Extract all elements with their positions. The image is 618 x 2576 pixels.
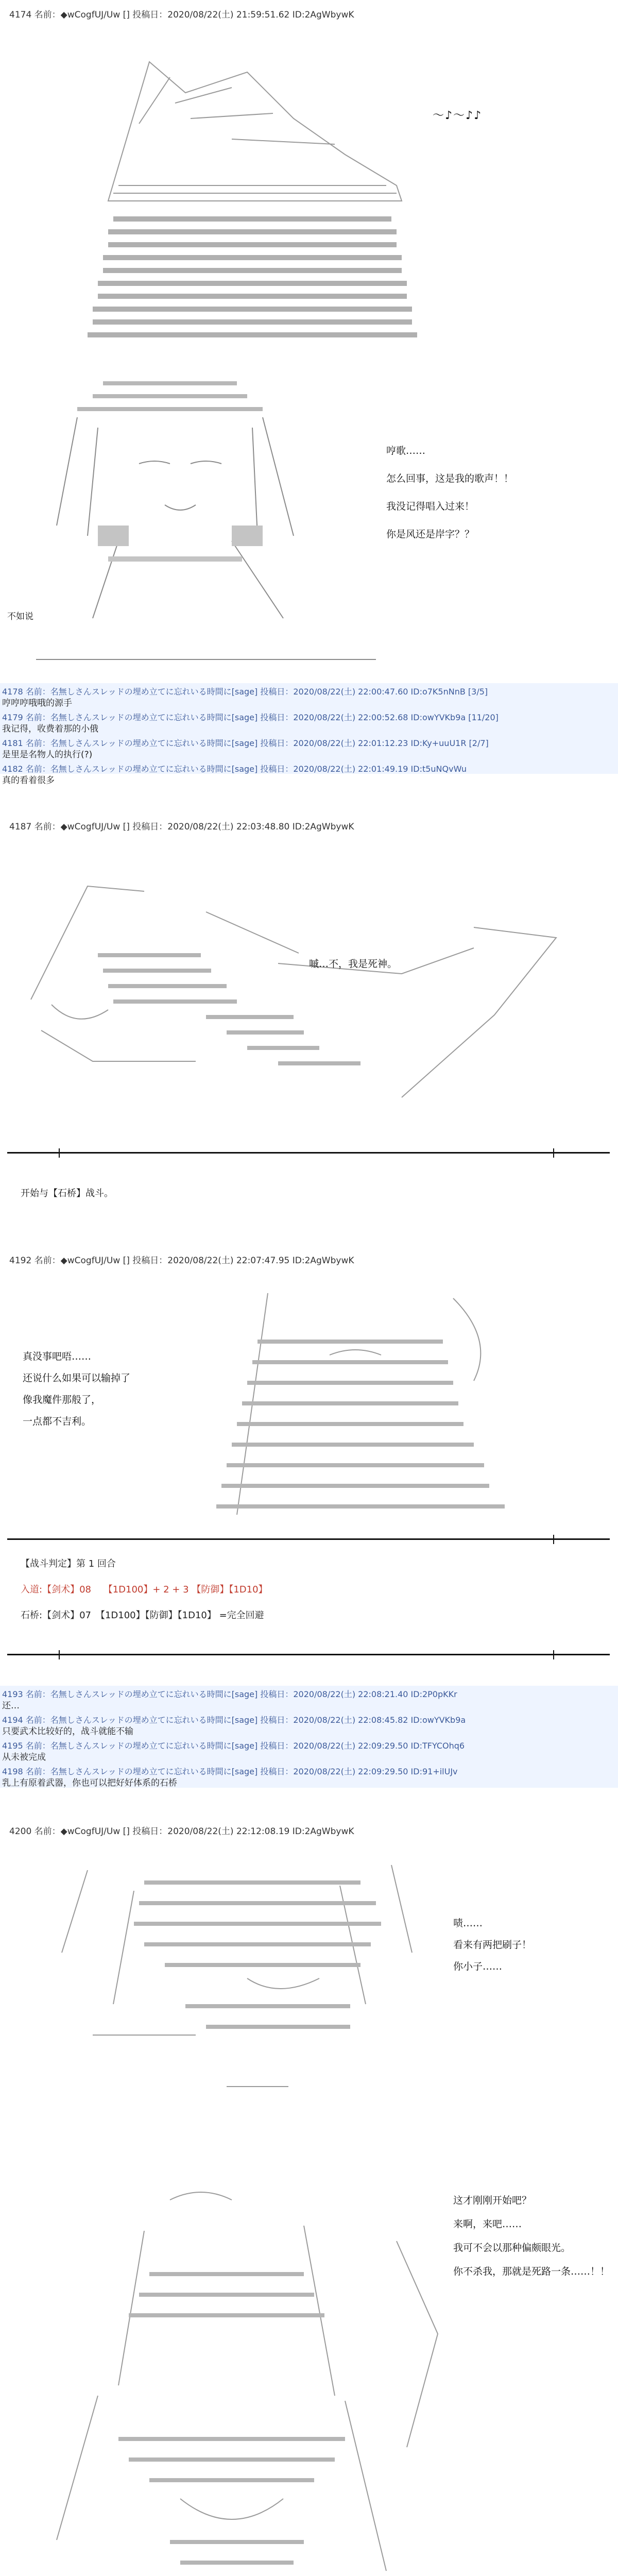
reply-msg: 真的看着很多 bbox=[2, 775, 55, 786]
dialog-line: 我没记得唱入过来！ bbox=[386, 501, 475, 512]
reply-msg: 我记得，收费着那的小俄 bbox=[2, 724, 98, 734]
reply-meta: 4182 名前：名無しさんスレッドの埋め立てに忘れいる時間に[sage] 投稿日：2020/08/22(土) 22:01:49.19 ID:t5uNQvWu bbox=[2, 764, 467, 774]
battle-title: 【战斗判定】第 1 回合 bbox=[21, 1558, 116, 1569]
dialog-line: 一点都不吉利。 bbox=[23, 1416, 92, 1427]
dialog-4200-a bbox=[453, 1916, 531, 1974]
post-header: 4192 名前：◆wCogfUJ/Uw [] 投稿日：2020/08/22(土) 22:07:47.95 ID:2AgWbywK bbox=[9, 1256, 354, 1266]
divider bbox=[7, 1152, 610, 1154]
dialog-line: 真没事吧唔…… bbox=[23, 1351, 92, 1362]
reply-item bbox=[2, 764, 618, 786]
divider-tick bbox=[553, 1148, 554, 1158]
divider-tick bbox=[553, 1535, 554, 1544]
dialog-line: 来啊，来吧…… bbox=[453, 2218, 522, 2230]
dialog-line: 嘁…不，我是死神。 bbox=[309, 958, 398, 970]
dialog-line: 还说什么如果可以输掉了 bbox=[23, 1372, 131, 1384]
dialog-4187 bbox=[309, 955, 397, 973]
reply-meta: 4194 名前：名無しさんスレッドの埋め立てに忘れいる時間に[sage] 投稿日：2020/08/22(土) 22:08:45.82 ID:owYVKb9a bbox=[2, 1715, 466, 1725]
reply-meta: 4193 名前：名無しさんスレッドの埋め立てに忘れいる時間に[sage] 投稿日：2020/08/22(土) 22:08:21.40 ID:2P0pKKr bbox=[2, 1689, 457, 1699]
reply-msg: 乳上有原着武器，你也可以把好好体系的石桥 bbox=[2, 1778, 177, 1788]
reply-item bbox=[2, 1740, 618, 1763]
reply-item bbox=[2, 1689, 618, 1711]
post-4200 bbox=[0, 1824, 618, 1837]
battle-line-1a: 入道:【剑术】08 bbox=[21, 1584, 91, 1595]
dialog-line: 哼歌…… bbox=[386, 445, 426, 456]
ascii-art-rider bbox=[31, 1850, 433, 2159]
ascii-art-monk bbox=[15, 2179, 448, 2576]
dialog-4200-b bbox=[453, 2193, 610, 2279]
reply-msg: 哼哼哼哦哦的源手 bbox=[2, 698, 72, 708]
post-4187 bbox=[0, 819, 618, 832]
reply-item bbox=[2, 686, 618, 709]
reply-msg: 只要武术比较好的，战斗就能不输 bbox=[2, 1726, 133, 1737]
battle-result bbox=[21, 1555, 268, 1625]
dialog-line: 看来有两把刷子！ bbox=[453, 1939, 532, 1951]
reply-meta: 4198 名前：名無しさんスレッドの埋め立てに忘れいる時間に[sage] 投稿日：2020/08/22(土) 22:09:29.50 ID:91+ilUJv bbox=[2, 1767, 458, 1776]
reply-block-1 bbox=[0, 683, 618, 786]
divider-tick bbox=[59, 1650, 60, 1659]
reply-meta: 4179 名前：名無しさんスレッドの埋め立てに忘れいる時間に[sage] 投稿日：2020/08/22(土) 22:00:52.68 ID:owYVKb9a [11/20] bbox=[2, 713, 499, 722]
battle-line-1b: 【1D100】+ 2 + 3 【防御】【1D10】 bbox=[103, 1584, 268, 1595]
dialog-line: 像我魔件那般了， bbox=[23, 1394, 101, 1405]
reply-item bbox=[2, 1715, 618, 1737]
post-header: 4200 名前：◆wCogfUJ/Uw [] 投稿日：2020/08/22(土) 22:12:08.19 ID:2AgWbywK bbox=[9, 1826, 354, 1837]
dialog-line: 你小子…… bbox=[453, 1961, 503, 1972]
dialog-line: 你不杀我，那就是死路一条……！！ bbox=[453, 2266, 610, 2277]
song-notes: ～♪～♪♪ bbox=[433, 109, 483, 122]
dialog-4192 bbox=[23, 1348, 130, 1430]
reply-msg: 是里是名物人的执行(?) bbox=[2, 750, 93, 760]
battle-line-2: 石桥:【剑术】07 【1D100】【防御】【1D10】 =完全回避 bbox=[21, 1610, 264, 1621]
divider bbox=[7, 1654, 610, 1655]
dialog-line: 你是风还是岸字？？ bbox=[386, 529, 475, 540]
dialog-line: 怎么回事，这是我的歌声！！ bbox=[386, 473, 514, 484]
battle-caption: 开始与【石桥】战斗。 bbox=[21, 1188, 113, 1199]
reply-block-2 bbox=[0, 1686, 618, 1788]
battle-line-1 bbox=[21, 1581, 268, 1599]
ascii-art-reaper bbox=[10, 845, 608, 1113]
reply-meta: 4181 名前：名無しさんスレッドの埋め立てに忘れいる時間に[sage] 投稿日：2020/08/22(土) 22:01:12.23 ID:Ky+uuU1R [2/7] bbox=[2, 738, 489, 748]
divider bbox=[7, 1538, 610, 1540]
dialog-line: 啧…… bbox=[453, 1918, 483, 1929]
dialog-line: 这才刚刚开始吧？ bbox=[453, 2195, 532, 2206]
reply-item bbox=[2, 1766, 618, 1789]
reply-meta: 4178 名前：名無しさんスレッドの埋め立てに忘れいる時間に[sage] 投稿日：2020/08/22(土) 22:00:47.60 ID:o7K5nNnB [3/5] bbox=[2, 687, 488, 697]
dialog-4174 bbox=[386, 442, 513, 543]
reply-item bbox=[2, 712, 618, 735]
divider-tick bbox=[553, 1650, 554, 1659]
reply-msg: 还… bbox=[2, 1701, 20, 1711]
post-4174 bbox=[0, 7, 618, 20]
ascii-art-face-figure bbox=[15, 371, 386, 680]
dialog-line: 我可不会以那种偏颇眼光。 bbox=[453, 2242, 571, 2253]
post-header: 4187 名前：◆wCogfUJ/Uw [] 投稿日：2020/08/22(土) 22:03:48.80 ID:2AgWbywK bbox=[9, 822, 354, 832]
reply-meta: 4195 名前：名無しさんスレッドの埋め立てに忘れいる時間に[sage] 投稿日：2020/08/22(土) 22:09:29.50 ID:TFYCOhq6 bbox=[2, 1741, 465, 1751]
post-4192 bbox=[0, 1253, 618, 1266]
ascii-art-hat-figure bbox=[77, 31, 427, 361]
reply-item bbox=[2, 738, 618, 760]
divider-tick bbox=[59, 1148, 60, 1158]
post-header: 4174 名前：◆wCogfUJ/Uw [] 投稿日：2020/08/22(土) 21:59:51.62 ID:2AgWbywK bbox=[9, 10, 354, 20]
reply-msg: 从未被完成 bbox=[2, 1752, 46, 1762]
ascii-art-swordsman bbox=[165, 1278, 536, 1525]
aside-text: 不如说 bbox=[7, 612, 33, 622]
